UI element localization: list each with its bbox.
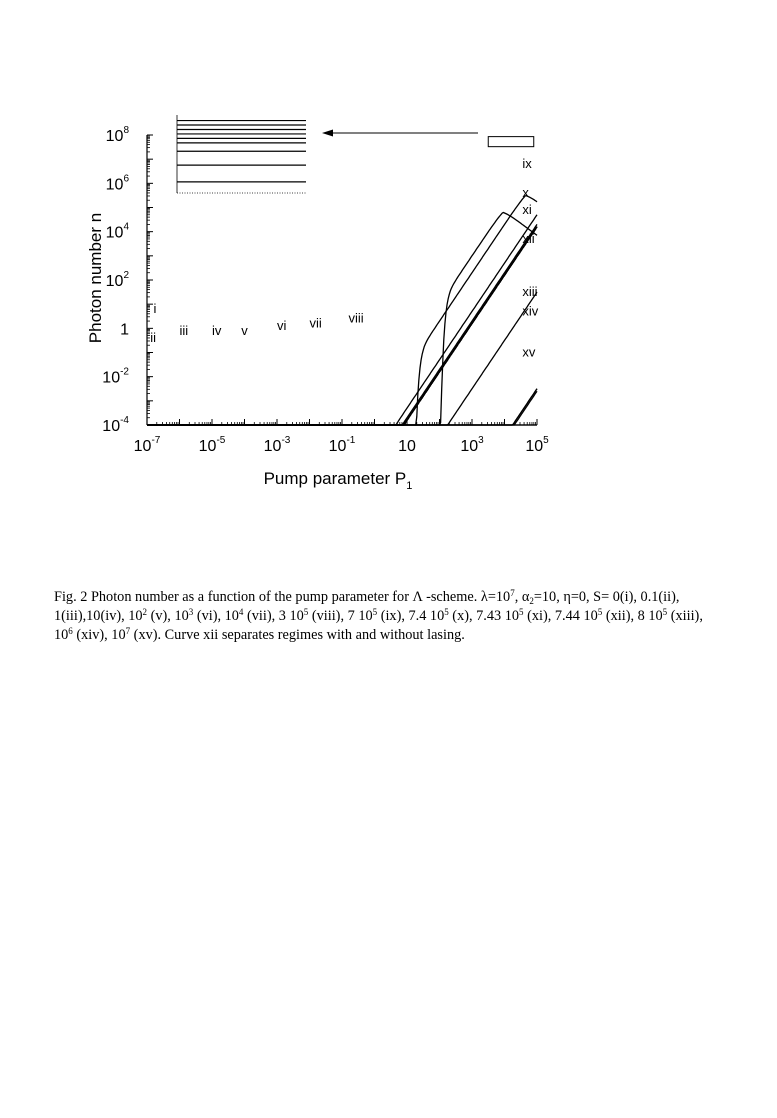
- curve-label-x: x: [522, 185, 529, 200]
- curve-vii: [147, 227, 537, 425]
- x-tick-label: 10: [398, 438, 416, 455]
- y-tick-label: $10^4$: [105, 221, 129, 242]
- y-tick-label: $10^6$: [105, 173, 129, 194]
- x-axis-title: Pump parameter $P_1$: [263, 469, 413, 492]
- curve-label-ii: ii: [150, 330, 157, 345]
- axes: [102, 125, 549, 455]
- curve-iii: [147, 227, 537, 425]
- curve-label-iii: iii: [179, 322, 189, 338]
- x-tick-label: $10^5$: [525, 435, 549, 455]
- curve-label-xv: xv: [522, 344, 536, 360]
- curve-label-vi: vi: [277, 317, 287, 333]
- y-tick-label: $10^2$: [105, 270, 129, 290]
- x-tick-label: $10^{-7}$: [133, 435, 161, 455]
- curves: [147, 196, 537, 425]
- x-tick-label: $10^{-5}$: [198, 435, 226, 455]
- zoom-box: [488, 137, 534, 147]
- curve-label-xiii: xiii: [522, 284, 538, 300]
- figure-caption: Fig. 2 Photon number as a function of the pump parameter for Λ -scheme. $\lambda=10^7$, $\alpha_2=10$, η=0, S= 0(i), 0.1(ii), 1(iii),10(iv), $10^2$ (v), $10^3$ (vi), $10^4$ (vii), 3 $10^5$ (viii), 7 $10^5$ (ix), 7.4 $10^5$ (x), 7.43 $10^5$ (xi), 7.44 $10^5$ (xii), 8 $10^5$ (xiii), $10^6$ (xiv), $10^7$ (xv). Curve xii separates regimes with and without lasing.: [54, 588, 703, 643]
- x-tick-label: $10^{-3}$: [263, 435, 291, 455]
- zoom-arrow-head: [322, 130, 333, 137]
- curve-label-vii: vii: [309, 315, 322, 331]
- curve-label-viii: viii: [348, 310, 364, 326]
- curve-label-xii: xii: [522, 230, 535, 246]
- curve-label-xiv: xiv: [522, 303, 539, 319]
- y-tick-label: $10^8$: [105, 125, 129, 145]
- curve-vi: [147, 227, 537, 425]
- x-tick-label: $10^{-1}$: [328, 435, 356, 455]
- chart-figure: [0, 0, 777, 540]
- x-tick-label: $10^3$: [460, 435, 484, 455]
- curve-v: [147, 227, 537, 425]
- y-axis-title: Photon number n: [86, 212, 105, 344]
- curve-iv: [147, 227, 537, 425]
- zoom-marker: [322, 130, 534, 147]
- curve-viii: [147, 227, 537, 425]
- y-tick-label: $10^{-4}$: [102, 415, 129, 435]
- curve-label-i: i: [153, 301, 157, 316]
- curve-label-iv: iv: [212, 322, 222, 338]
- y-tick-label: 1: [120, 321, 129, 339]
- inset-zoom: [177, 115, 306, 193]
- curve-label-v: v: [241, 322, 248, 338]
- curve-label-ix: ix: [522, 156, 532, 171]
- y-tick-label: $10^{-2}$: [102, 366, 129, 387]
- curve-labels: [150, 156, 539, 360]
- curve-xi: [147, 213, 537, 426]
- curve-label-xi: xi: [522, 201, 532, 217]
- curve-i: [147, 224, 537, 425]
